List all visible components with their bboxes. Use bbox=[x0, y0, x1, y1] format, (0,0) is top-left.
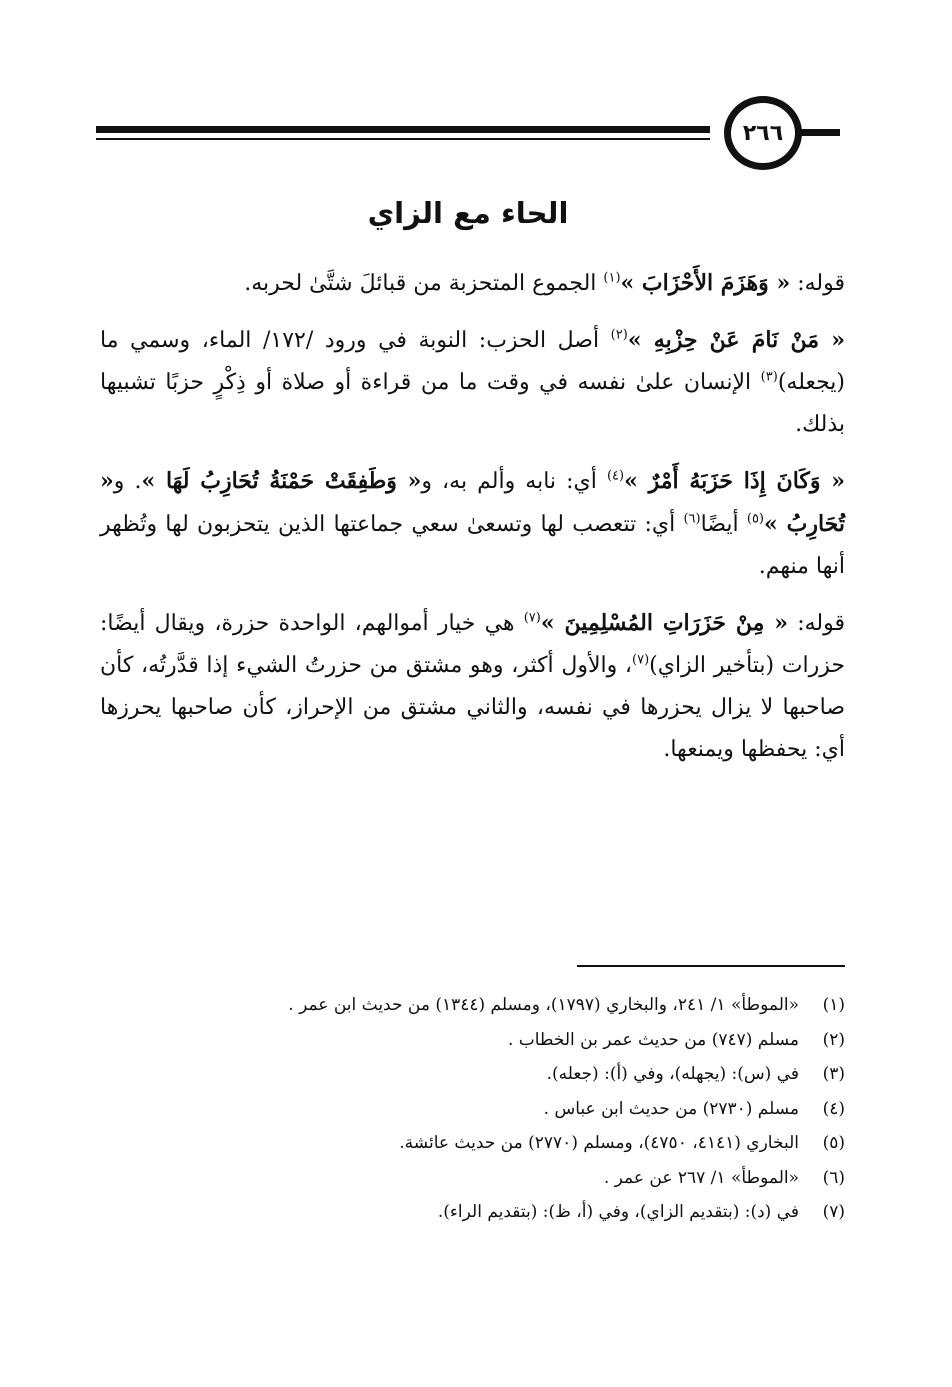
footnote bbox=[105, 1126, 845, 1161]
page-number: ٢٦٦ bbox=[742, 120, 784, 146]
footnote-number: (٤) bbox=[822, 1098, 845, 1119]
text: أي: تتعصب لها وتسعىٰ سعي جماعتها الذين يتحزبون لها وتُظهر أنها منهم. bbox=[100, 512, 845, 579]
footnote-text: «الموطأ» ١/ ٢٦٧ عن عمر . bbox=[603, 1167, 799, 1188]
section-title: الحاء مع الزاي bbox=[367, 196, 569, 230]
footnote-ref: (٣) bbox=[760, 369, 778, 385]
header-rule-right bbox=[800, 129, 840, 136]
footnote-number: (١) bbox=[822, 995, 845, 1015]
text: أي: نابه وألم به، و bbox=[421, 469, 607, 494]
footnote-text: في (د): (بتقديم الزاي)، وفي (أ، ظ): (بتقديم الراء). bbox=[437, 1202, 799, 1222]
footnote-text: «الموطأ» ١/ ٢٤١، والبخاري (١٧٩٧)، ومسلم (١٣٤٤) من حديث ابن عمر . bbox=[288, 995, 799, 1015]
footnote bbox=[105, 988, 845, 1023]
hadith-quote: « تُحَارِبُ » bbox=[100, 468, 845, 537]
footnote-ref: (٤) bbox=[606, 468, 625, 484]
footnote-number: (٣) bbox=[822, 1064, 845, 1084]
footnote bbox=[105, 1195, 845, 1230]
text: هي خيار أموالهم، الواحدة حزرة، ويقال أيضًا: حزرات (بتأخير الزاي) bbox=[100, 611, 845, 678]
footnote-ref: (١) bbox=[603, 270, 621, 286]
hadith-quote: « وَطَفِقَتْ حَمْنَةُ تُحَازِبُ لَهَا » bbox=[141, 468, 422, 494]
page-number-badge bbox=[724, 96, 802, 170]
hadith-quote: « وَكَانَ إِذَا حَزَبَهُ أَمْرٌ » bbox=[624, 468, 845, 494]
hadith-quote: « وَهَزَمَ الأَحْزَابَ » bbox=[620, 270, 791, 296]
footnote-number: (٥) bbox=[822, 1133, 845, 1153]
header-rule-thick bbox=[96, 126, 710, 133]
footnote-text: البخاري (٤١٤١، ٤٧٥٠)، ومسلم (٢٧٧٠) من حديث عائشة. bbox=[399, 1133, 799, 1153]
text: قوله: bbox=[790, 271, 845, 296]
footnote bbox=[105, 1092, 845, 1127]
footnote-number: (٢) bbox=[822, 1029, 845, 1050]
footnote bbox=[105, 1023, 845, 1058]
text: الجموع المتحزبة من قبائلَ شتَّىٰ لحربه. bbox=[244, 271, 604, 296]
body-text bbox=[100, 262, 845, 785]
footnote-number: (٧) bbox=[822, 1202, 845, 1222]
text: ، والأول أكثر، وهو مشتق من حزرتُ الشيء إذا قدَّرتُه، كأن صاحبها لا يزال يحزرها في نفسه، والثاني مشتق من الإحراز، كأن صاحبها يحرزها أي: يحفظها ويمنعها. bbox=[100, 653, 845, 762]
footnote-text: مسلم (٧٤٧) من حديث عمر بن الخطاب . bbox=[507, 1029, 799, 1050]
footnote-text: مسلم (٢٧٣٠) من حديث ابن عباس . bbox=[543, 1098, 799, 1119]
page-header bbox=[96, 96, 840, 186]
text: أصل الحزب: النوبة في ورود /١٧٢/ الماء، وسمي ما (يجعله) bbox=[100, 328, 845, 395]
text: . و bbox=[113, 469, 142, 494]
footnote-text: في (س): (يجهله)، وفي (أ): (جعله). bbox=[546, 1064, 799, 1084]
hadith-quote: « مَنْ نَامَ عَنْ حِزْبِهِ » bbox=[627, 327, 845, 353]
paragraph bbox=[100, 319, 845, 446]
text: قوله: bbox=[788, 611, 845, 636]
footnote bbox=[105, 1057, 845, 1092]
text: الإنسان علىٰ نفسه في وقت ما من قراءة أو صلاة أو ذِكْرٍ حزبًا تشبيها بذلك. bbox=[100, 370, 845, 437]
footnote-separator bbox=[577, 965, 845, 967]
footnote-ref: (٥) bbox=[746, 511, 764, 527]
paragraph bbox=[100, 602, 845, 771]
footnotes bbox=[105, 988, 845, 1230]
paragraph bbox=[100, 262, 845, 305]
footnote-ref: (٢) bbox=[610, 327, 628, 343]
footnote-ref: (٧) bbox=[632, 652, 650, 668]
footnote-ref: (٧) bbox=[523, 610, 541, 626]
text: أيضًا bbox=[700, 512, 747, 537]
paragraph bbox=[100, 460, 845, 588]
header-rule-thin bbox=[96, 138, 710, 140]
footnote-ref: (٦) bbox=[683, 511, 701, 527]
footnote bbox=[105, 1161, 845, 1196]
footnote-number: (٦) bbox=[822, 1167, 845, 1188]
hadith-quote: « مِنْ حَزَرَاتِ المُسْلِمِينَ » bbox=[540, 610, 789, 636]
